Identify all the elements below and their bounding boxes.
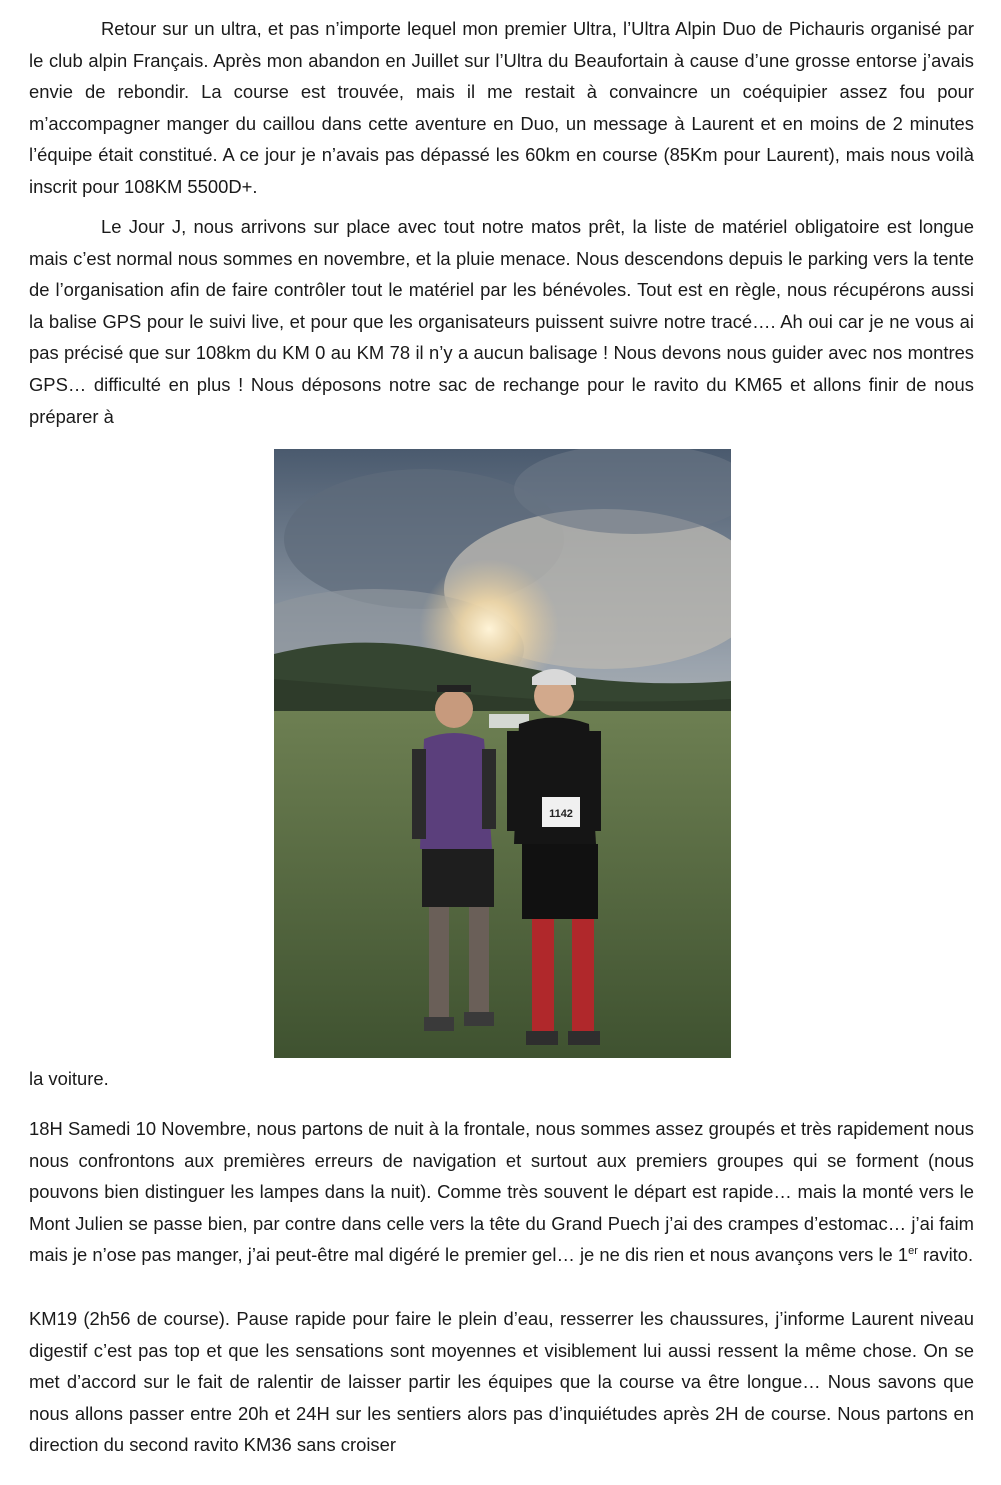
paragraph-start bbox=[29, 1113, 974, 1271]
paragraph-km19: KM19 (2h56 de course). Pause rapide pour faire le plein d’eau, resserrer les chaussures, j’informe Laurent niveau digestif c’est pas top et que les sensations sont moyennes et visiblement lui aussi ressent la même chose. On se met d’accord sur le fait de ralentir de laisser partir les équipes que la course va être longue… Nous savons que nous allons passer entre 20h et 24H sur les sentiers alors pas d’inquiétudes après 2H de course. Nous partons en direction du second ravito KM36 sans croiser bbox=[29, 1308, 974, 1456]
meadow bbox=[274, 711, 731, 1058]
ordinal-superscript: er bbox=[908, 1245, 918, 1258]
runners-photo bbox=[274, 449, 731, 1058]
paragraph-race-day-end: la voiture. bbox=[29, 1068, 109, 1089]
paragraph-race-day: Le Jour J, nous arrivons sur place avec tout notre matos prêt, la liste de matériel obligatoire est longue mais c’est normal nous sommes en novembre, et la pluie menace. Nous descendons depuis le parking vers la tente de l’organisation afin de faire contrôler tout le matériel par les bénévoles. Tout est en règle, nous récupérons aussi la balise GPS pour le suivi live, et pour que les organisateurs puissent suivre notre tracé…. Ah oui car je ne vous ai pas précisé que sur 108km du KM 0 au KM 78 il n’y a aucun balisage ! Nous devons nous guider avec nos montres GPS… difficulté en plus ! Nous déposons notre sac de rechange pour le ravito du KM65 et allons finir de nous préparer à bbox=[29, 216, 974, 427]
paragraph-intro: Retour sur un ultra, et pas n’importe lequel mon premier Ultra, l’Ultra Alpin Duo de Pichauris organisé par le club alpin Français. Après mon abandon en Juillet sur l’Ultra du Beaufortain à cause d’une grosse entorse j’avais envie de rebondir. La course est trouvée, mais il me restait à convaincre un coéquipier assez fou pour m’accompagner manger du caillou dans cette aventure en Duo, un message à Laurent et en moins de 2 minutes l’équipe était constitué. A ce jour je n’avais pas dépassé les 60km en course (85Km pour Laurent), mais nous voilà inscrit pour 108KM 5500D+. bbox=[29, 18, 974, 197]
paragraph-start-tail: ravito. bbox=[917, 1244, 974, 1266]
paragraph-start-text: 18H Samedi 10 Novembre, nous partons de nuit à la frontale, nous sommes assez groupés et très rapidement nous nous confrontons aux premières erreurs de navigation et surtout aux premiers groupes qui se forment (nous pouvons bien distinguer les lampes dans la nuit). Comme très souvent le départ est rapide… mais la monté vers le Mont Julien se passe bien, par contre dans celle vers la tête du Grand Puech j’ai des crampes d’estomac… j’ai faim mais je n’ose pas manger, j’ai peut-être mal digéré le premier gel… je ne dis rien et nous avançons vers le 1 bbox=[29, 1118, 974, 1266]
race-bib-number: 1142 bbox=[549, 808, 573, 820]
